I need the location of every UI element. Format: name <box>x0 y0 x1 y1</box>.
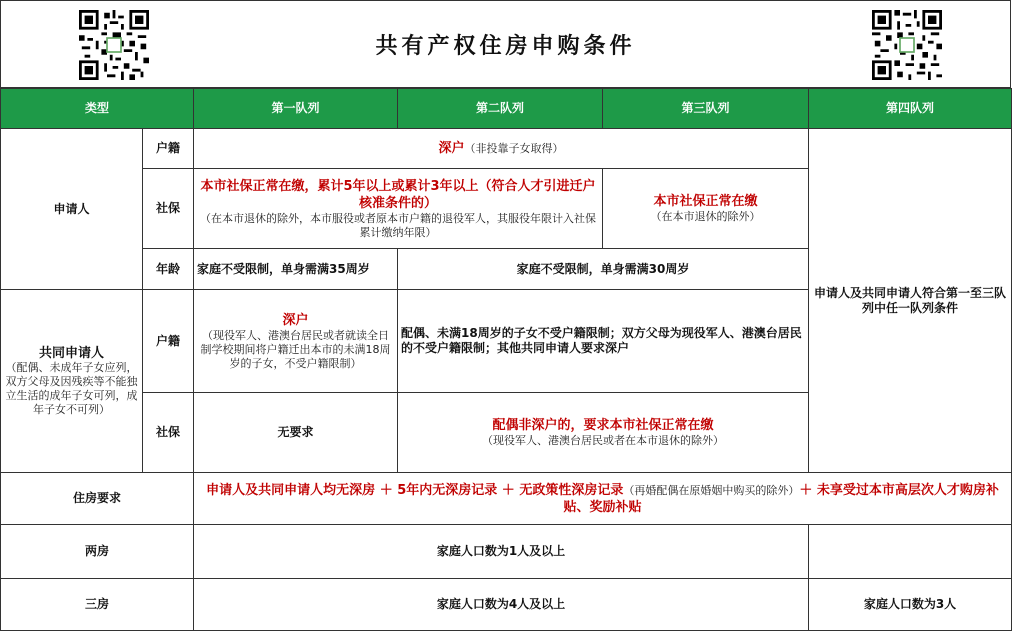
conditions-table <box>0 88 1012 631</box>
co-applicant-hukou-label: 户籍 <box>143 290 194 393</box>
applicant-social-q3-note: （在本市退休的除外） <box>650 210 761 223</box>
two-room-value: 家庭人口数为1人及以上 <box>194 525 809 579</box>
header-type: 类型 <box>1 89 194 129</box>
table-row <box>1 129 1012 169</box>
co-applicant-label-cell <box>1 290 143 473</box>
applicant-hukou-main: 深户 <box>438 141 465 156</box>
three-room-label: 三房 <box>1 579 194 631</box>
table-header-row <box>1 89 1012 129</box>
co-applicant-label: 共同申请人 <box>38 345 104 361</box>
applicant-age-label: 年龄 <box>143 249 194 290</box>
table-row <box>1 579 1012 631</box>
co-applicant-hukou-q1-main: 深户 <box>282 312 309 328</box>
table-row <box>1 473 1012 525</box>
applicant-social-q12-note: （在本市退休的除外，本市服役或者原本市户籍的退役军人，其服役年限计入社保累计缴纳年限） <box>200 211 597 239</box>
three-room-q4: 家庭人口数为3人 <box>809 579 1012 631</box>
table-row <box>1 525 1012 579</box>
applicant-social-label: 社保 <box>143 169 194 249</box>
two-room-q4 <box>809 525 1012 579</box>
co-applicant-hukou-q1-cell <box>194 290 398 393</box>
co-applicant-social-q23-note: （现役军人、港澳台居民或者在本市退休的除外） <box>482 434 725 447</box>
housing-label: 住房要求 <box>1 473 194 525</box>
co-applicant-social-q1: 无要求 <box>194 393 398 473</box>
applicant-hukou-label: 户籍 <box>143 129 194 169</box>
housing-part-1: 申请人及共同申请人均无深房 ＋ 5年内无深房记录 ＋ 无政策性深房记录 <box>206 482 624 498</box>
two-room-label: 两房 <box>1 525 194 579</box>
housing-part-3: ＋ 未享受过本市高层次人才购房补贴、奖励补贴 <box>563 482 999 515</box>
co-applicant-note: （配偶、未成年子女应列，双方父母及因残疾等不能独立生活的成年子女可列，成年子女不可列） <box>5 360 138 416</box>
header-bar <box>0 0 1011 88</box>
co-applicant-social-q23-cell <box>398 393 809 473</box>
co-applicant-social-q23-main: 配偶非深户的，要求本市社保正常在缴 <box>492 418 714 433</box>
applicant-social-q12-main: 本市社保正常在缴，累计5年以上或累计3年以上（符合人才引进迁户核准条件的） <box>200 178 596 211</box>
applicant-social-q3-main: 本市社保正常在缴 <box>653 194 758 209</box>
page-title: 共有产权住房申购条件 <box>375 33 636 59</box>
queue-4-applicant: 申请人及共同申请人符合第一至三队列中任一队列条件 <box>809 129 1012 473</box>
header-queue-3: 第三队列 <box>603 89 809 129</box>
header-queue-2: 第二队列 <box>398 89 603 129</box>
applicant-label: 申请人 <box>1 129 143 290</box>
applicant-hukou-note: （非投靠子女取得） <box>464 142 564 155</box>
co-applicant-hukou-q23: 配偶、未满18周岁的子女不受户籍限制；双方父母为现役军人、港澳台居民的不受户籍限制；其他共同申请人要求深户 <box>398 290 809 393</box>
co-applicant-hukou-q1-note: （现役军人、港澳台居民或者就读全日制学校期间将户籍迁出本市的未满18周岁的子女，不受户籍限制） <box>200 328 391 370</box>
co-applicant-social-label: 社保 <box>143 393 194 473</box>
header-queue-1: 第一队列 <box>194 89 398 129</box>
housing-cell <box>194 473 1012 525</box>
applicant-social-q3-cell <box>603 169 809 249</box>
housing-part-2: （再婚配偶在原婚姻中购买的除外） <box>623 483 800 497</box>
header-queue-4: 第四队列 <box>809 89 1012 129</box>
three-room-value: 家庭人口数为4人及以上 <box>194 579 809 631</box>
qr-code-right <box>872 10 942 80</box>
applicant-age-q23: 家庭不受限制，单身需满30周岁 <box>398 249 809 290</box>
applicant-hukou-cell <box>194 129 809 169</box>
applicant-age-q1: 家庭不受限制，单身需满35周岁 <box>194 249 398 290</box>
applicant-social-q12-cell <box>194 169 603 249</box>
